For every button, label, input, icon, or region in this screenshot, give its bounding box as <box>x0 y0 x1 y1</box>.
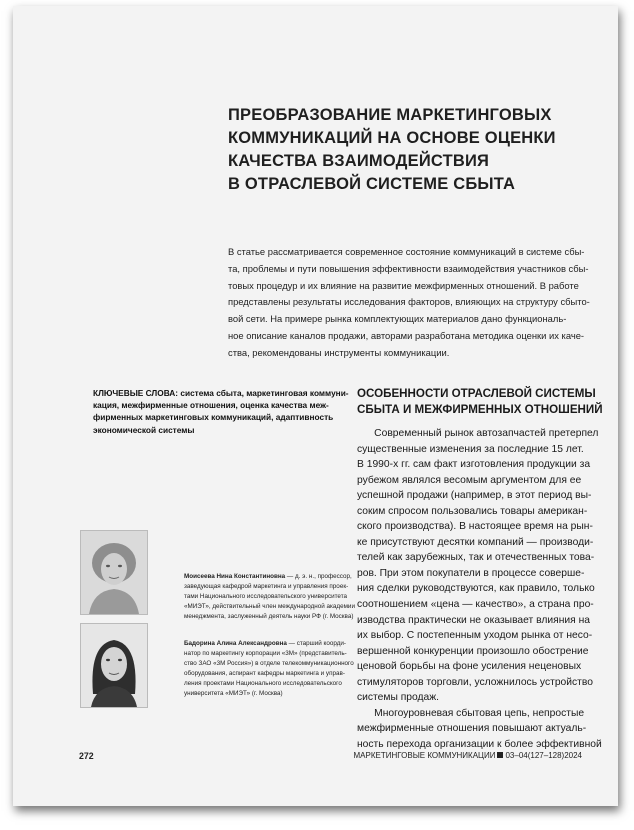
portrait-image <box>81 531 147 614</box>
body-line: ского производства). В настоящее время на рын- <box>357 521 593 533</box>
author-name: Бадорина Алина Александровна <box>184 640 287 647</box>
keywords-line: кация, межфирменные отношения, оценка качества меж- <box>93 400 329 411</box>
body-line: ров. При этом покупатели в процессе соверше- <box>357 567 585 579</box>
keywords-block <box>93 387 348 436</box>
square-separator-icon <box>497 752 503 758</box>
running-footer <box>354 751 583 760</box>
body-line: ния сделки руководствуются, как правило, только <box>357 583 595 595</box>
issue-number: 03–04(127–128)2024 <box>505 751 582 760</box>
body-line: вершенной конкуренции произошло обострение <box>357 645 589 657</box>
author-bio-line: натор по маркетингу корпорации «3М» (представитель- <box>184 650 347 657</box>
author-bio-line: тами Национального исследовательского университета <box>184 593 348 600</box>
body-line: существенные изменения за последние 15 лет. <box>357 443 584 455</box>
article-abstract <box>228 244 598 362</box>
author-bio-line: ления проектами Национального исследовательского <box>184 680 342 687</box>
title-line: В ОТРАСЛЕВОЙ СИСТЕМЕ СБЫТА <box>228 175 516 193</box>
body-line: их выбор. С постепенным уходом рынка от несо- <box>357 630 593 642</box>
author-bio-line: менеджмента, заслуженный деятель науки РФ (г. Москва) <box>184 613 354 620</box>
author-bio-badorina <box>184 639 354 699</box>
author-bio-line: университета «МИЭТ» (г. Москва) <box>184 690 283 697</box>
portrait-image <box>81 624 147 707</box>
abstract-line: представлены результаты исследования факторов, влияющих на структуру сбыто- <box>228 296 590 308</box>
author-bio-line: заведующая кафедрой маркетинга и управления проек- <box>184 583 349 590</box>
author-photo-moiseeva <box>80 530 148 615</box>
journal-name: МАРКЕТИНГОВЫЕ КОММУНИКАЦИИ <box>353 751 496 760</box>
abstract-line: вой сети. На примере рынка комплектующих материалов дано функциональ- <box>228 313 567 325</box>
body-line: Многоуровневая сбытовая цепь, непростые <box>357 707 585 719</box>
body-line: соким спросом пользовались товары американ- <box>357 505 588 517</box>
body-line: Современный рынок автозапчастей претерпел <box>357 428 599 439</box>
page-number: 272 <box>79 751 94 761</box>
keywords-line: КЛЮЧЕВЫЕ СЛОВА: система сбыта, маркетинговая коммуни- <box>93 388 349 398</box>
author-bio-line: — старший коорди- <box>286 640 346 647</box>
body-line: рубежом являлся весомым аргументом для ее <box>357 474 582 486</box>
body-line: межфирменные отношения повышают актуаль- <box>357 723 587 735</box>
keywords-line: экономической системы <box>93 424 195 435</box>
abstract-line: ства, рекомендованы инструменты коммуникации. <box>228 346 450 358</box>
journal-page <box>13 6 618 806</box>
section-heading <box>357 386 607 418</box>
author-bio-line: оборудования, аспирант кафедры маркетинга и управ- <box>184 670 345 677</box>
title-line: КАЧЕСТВА ВЗАИМОДЕЙСТВИЯ <box>228 152 490 170</box>
author-photo-badorina <box>80 623 148 708</box>
title-line: ПРЕОБРАЗОВАНИЕ МАРКЕТИНГОВЫХ <box>228 106 552 124</box>
abstract-line: ное описание каналов продажи, авторами разработана методика оценки их каче- <box>228 329 585 341</box>
body-text <box>357 426 607 752</box>
body-line: соотношением «цена — качество», а страна про- <box>357 599 594 611</box>
body-line: ке присутствуют десятки компаний — производи- <box>357 536 594 548</box>
author-bio-line: «МИЭТ», действительный член международной академии <box>184 603 355 610</box>
abstract-line: товых процедур и их влияние на развитие межфирменных отношений. В работе <box>228 279 579 291</box>
body-line: ценовой борьбы на фоне усиления неценовых <box>357 661 582 673</box>
title-line: КОММУНИКАЦИЙ НА ОСНОВЕ ОЦЕНКИ <box>228 129 556 147</box>
article-title <box>228 104 588 196</box>
author-bio-line: — д. э. н., профессор, <box>285 573 352 580</box>
abstract-line: В статье рассматривается современное состояние коммуникаций в системе сбы- <box>228 246 585 257</box>
author-bio-moiseeva <box>184 572 354 622</box>
body-line: телей как зарубежных, так и отечественных това- <box>357 552 595 564</box>
body-line: В 1990-х гг. сам факт изготовления продукции за <box>357 459 591 471</box>
body-line: ность перехода организации к более эффективной <box>357 738 602 750</box>
keywords-line: фирменных маркетинговых коммуникаций, адаптивность <box>93 412 334 423</box>
body-line: успешной продажи (например, в этот период вы- <box>357 490 592 502</box>
body-line: стимуляторов торговли, усложнилось устройство <box>357 676 593 688</box>
body-line: изводства практически не оказывает влияния на <box>357 614 590 626</box>
body-line: системы продаж. <box>357 692 440 704</box>
section-heading-line: ОСОБЕННОСТИ ОТРАСЛЕВОЙ СИСТЕМЫ <box>357 387 596 400</box>
section-heading-line: СБЫТА И МЕЖФИРМЕННЫХ ОТНОШЕНИЙ <box>357 403 603 416</box>
author-bio-line: ство ЗАО «3М Россия») в отделе телекоммуникационного <box>184 660 354 667</box>
abstract-line: та, проблемы и пути повышения эффективности взаимодействия участников сбы- <box>228 262 589 274</box>
author-name: Моисеева Нина Константиновна <box>184 573 286 580</box>
